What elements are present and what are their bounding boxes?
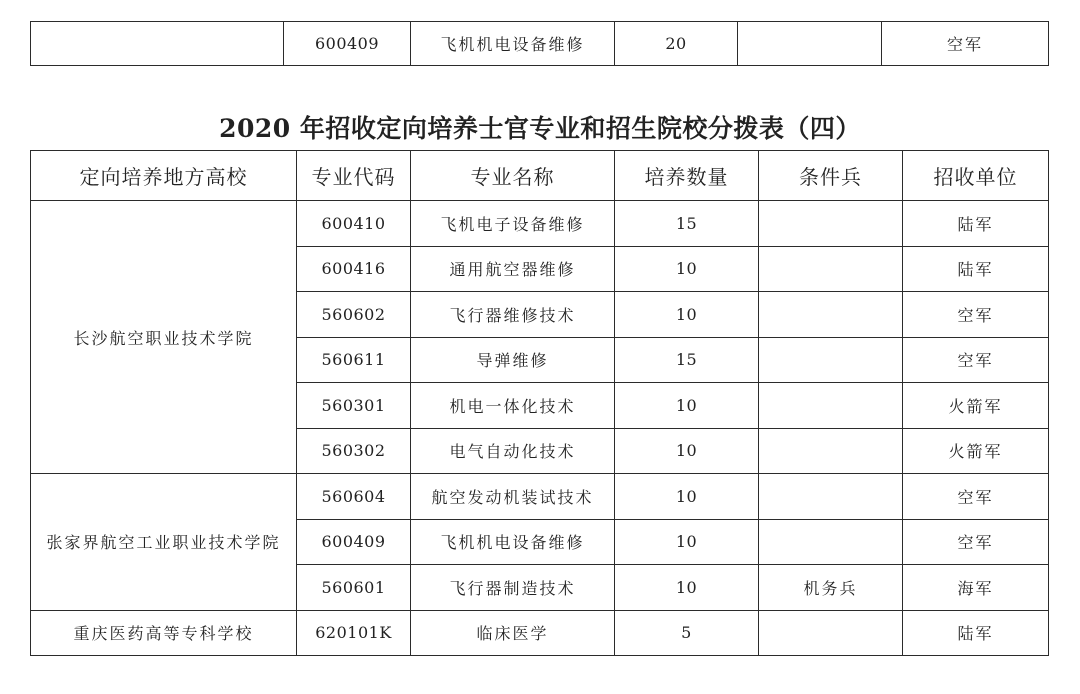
unit-cell: 海军	[903, 565, 1049, 611]
count-cell: 10	[615, 565, 759, 611]
unit-cell: 空军	[903, 337, 1049, 383]
count-cell: 10	[615, 383, 759, 429]
major-name-cell: 电气自动化技术	[411, 428, 615, 474]
condition-cell	[738, 22, 882, 66]
condition-cell	[759, 610, 903, 656]
major-code-cell: 560601	[297, 565, 411, 611]
unit-cell: 空军	[903, 292, 1049, 338]
condition-cell	[759, 428, 903, 474]
school-cell: 长沙航空职业技术学院	[31, 201, 297, 474]
major-code-cell: 600409	[284, 22, 411, 66]
count-cell: 10	[615, 519, 759, 565]
major-code-cell: 560301	[297, 383, 411, 429]
header-count: 培养数量	[615, 151, 759, 201]
previous-table-fragment	[30, 21, 1049, 66]
table-row	[31, 201, 1049, 247]
major-code-cell: 560611	[297, 337, 411, 383]
school-cell: 张家界航空工业职业技术学院	[31, 474, 297, 611]
table-row	[31, 474, 1049, 520]
unit-cell: 火箭军	[903, 428, 1049, 474]
count-cell: 10	[615, 428, 759, 474]
major-code-cell: 620101K	[297, 610, 411, 656]
table-row	[31, 22, 1049, 66]
count-cell: 20	[615, 22, 738, 66]
count-cell: 10	[615, 292, 759, 338]
major-name-cell: 导弹维修	[411, 337, 615, 383]
count-cell: 10	[615, 246, 759, 292]
condition-cell	[759, 474, 903, 520]
condition-cell	[759, 292, 903, 338]
unit-cell: 陆军	[903, 246, 1049, 292]
unit-cell: 空军	[903, 474, 1049, 520]
major-name-cell: 飞机机电设备维修	[411, 22, 615, 66]
major-code-cell: 560602	[297, 292, 411, 338]
major-name-cell: 飞机机电设备维修	[411, 519, 615, 565]
major-name-cell: 飞行器制造技术	[411, 565, 615, 611]
count-cell: 15	[615, 337, 759, 383]
unit-cell: 陆军	[903, 201, 1049, 247]
major-name-cell: 航空发动机装试技术	[411, 474, 615, 520]
table-title: 2020 年招收定向培养士官专业和招生院校分拨表（四）	[219, 114, 861, 143]
condition-cell	[759, 383, 903, 429]
school-cell: 重庆医药高等专科学校	[31, 610, 297, 656]
major-code-cell: 600416	[297, 246, 411, 292]
condition-cell	[759, 201, 903, 247]
unit-cell: 空军	[903, 519, 1049, 565]
major-code-cell: 600409	[297, 519, 411, 565]
header-major-code: 专业代码	[297, 151, 411, 201]
unit-cell: 陆军	[903, 610, 1049, 656]
major-code-cell: 560302	[297, 428, 411, 474]
header-unit: 招收单位	[903, 151, 1049, 201]
condition-cell	[759, 246, 903, 292]
major-name-cell: 机电一体化技术	[411, 383, 615, 429]
header-condition: 条件兵	[759, 151, 903, 201]
header-school: 定向培养地方高校	[31, 151, 297, 201]
count-cell: 5	[615, 610, 759, 656]
major-name-cell: 飞机电子设备维修	[411, 201, 615, 247]
major-name-cell: 通用航空器维修	[411, 246, 615, 292]
allocation-table	[30, 150, 1049, 656]
unit-cell: 空军	[882, 22, 1049, 66]
major-code-cell: 600410	[297, 201, 411, 247]
major-code-cell: 560604	[297, 474, 411, 520]
major-name-cell: 飞行器维修技术	[411, 292, 615, 338]
count-cell: 15	[615, 201, 759, 247]
header-major-name: 专业名称	[411, 151, 615, 201]
unit-cell: 火箭军	[903, 383, 1049, 429]
condition-cell	[759, 519, 903, 565]
school-cell	[31, 22, 284, 66]
condition-cell	[759, 337, 903, 383]
condition-cell: 机务兵	[759, 565, 903, 611]
major-name-cell: 临床医学	[411, 610, 615, 656]
count-cell: 10	[615, 474, 759, 520]
table-row	[31, 610, 1049, 656]
header-row	[31, 151, 1049, 201]
